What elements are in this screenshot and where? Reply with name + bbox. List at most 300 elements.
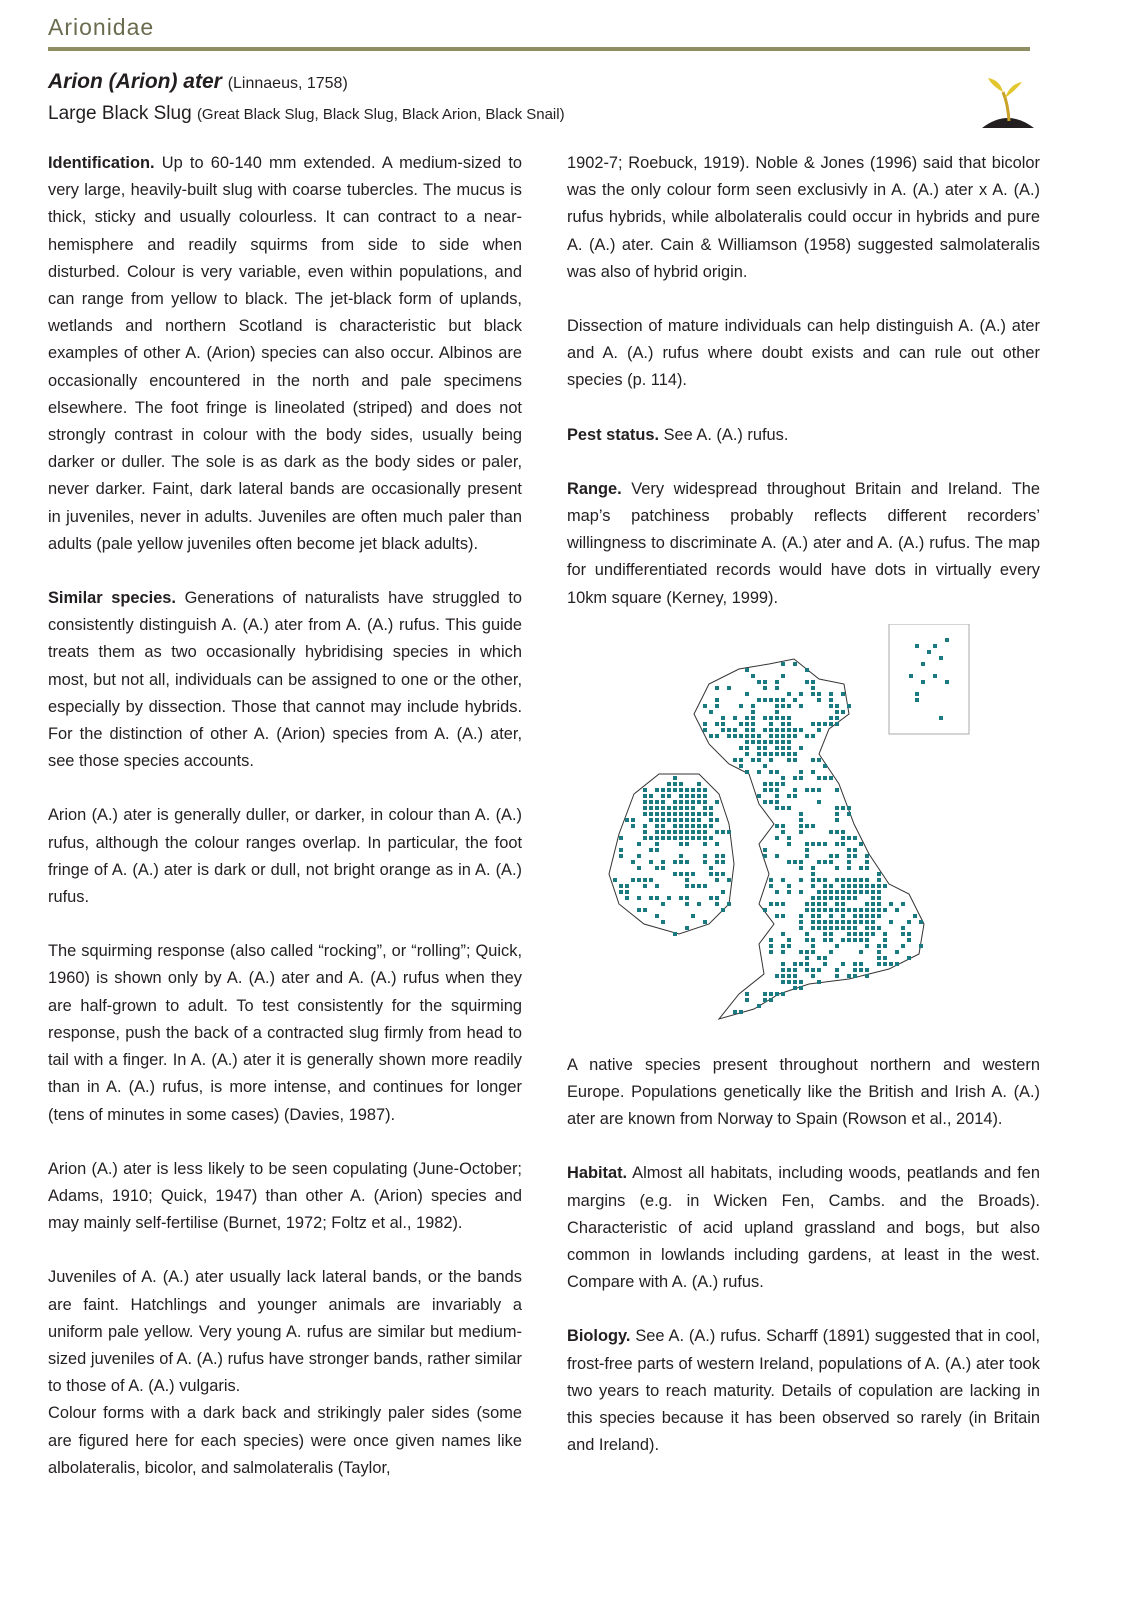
record-dot [709,824,713,828]
range-heading: Range. [567,479,622,498]
record-dot [847,848,851,852]
record-dot [745,752,749,756]
record-dot [703,788,707,792]
record-dot [901,926,905,930]
record-dot [871,902,875,906]
record-dot [787,842,791,846]
record-dot [775,770,779,774]
record-dot [661,920,665,924]
record-dot [691,818,695,822]
record-dot [919,944,923,948]
record-dot [685,884,689,888]
record-dot [697,818,701,822]
record-dot [691,794,695,798]
record-dot [877,878,881,882]
record-dot [787,728,791,732]
record-dot [781,674,785,678]
record-dot [823,842,827,846]
record-dot [805,854,809,858]
record-dot [757,794,761,798]
record-dot [853,926,857,930]
record-dot [733,758,737,762]
record-dot [799,926,803,930]
record-dot [721,830,725,834]
record-dot [871,896,875,900]
record-dot [769,752,773,756]
record-dot [871,932,875,936]
record-dot [763,752,767,756]
record-dot [769,740,773,744]
record-dot [679,860,683,864]
record-dot [757,734,761,738]
record-dot [715,830,719,834]
record-dot [877,944,881,948]
record-dot [787,722,791,726]
record-dot [853,938,857,942]
record-dot [781,914,785,918]
record-dot [823,722,827,726]
record-dot [703,728,707,732]
record-dot [793,758,797,762]
record-dot [841,926,845,930]
record-dot [757,746,761,750]
record-dot [859,866,863,870]
record-dot [769,770,773,774]
record-dot [721,890,725,894]
record-dot [847,866,851,870]
record-dot [859,842,863,846]
record-dot [853,968,857,972]
common-name: Large Black Slug [48,103,192,124]
record-dot [823,764,827,768]
record-dot [927,650,931,654]
record-dot [811,680,815,684]
record-dot [673,788,677,792]
record-dot [945,638,949,642]
record-dot [805,734,809,738]
record-dot [643,788,647,792]
record-dot [829,698,833,702]
record-dot [865,902,869,906]
record-dot [883,932,887,936]
record-dot [853,848,857,852]
record-dot [805,938,809,942]
record-dot [655,830,659,834]
record-dot [811,884,815,888]
record-dot [781,776,785,780]
record-dot [655,884,659,888]
record-dot [847,920,851,924]
habitat-section [567,1160,1040,1296]
record-dot [805,902,809,906]
common-name-line [48,103,565,125]
record-dot [793,980,797,984]
record-dot [781,806,785,810]
record-dot [811,878,815,882]
record-dot [817,698,821,702]
record-dot [787,692,791,696]
record-dot [817,788,821,792]
pest-status-text: See A. (A.) rufus. [659,425,789,444]
record-dot [685,842,689,846]
identification-section [48,150,522,558]
record-dot [829,938,833,942]
record-dot [667,830,671,834]
record-dot [703,854,707,858]
record-dot [685,794,689,798]
record-dot [775,782,779,786]
record-dot [679,896,683,900]
record-dot [691,800,695,804]
record-dot [787,884,791,888]
record-dot [859,932,863,936]
record-dot [775,686,779,690]
record-dot [697,794,701,798]
record-dot [883,944,887,948]
record-dot [751,734,755,738]
record-dot [781,734,785,738]
record-dot [865,932,869,936]
record-dot [739,746,743,750]
right-column [567,150,1040,1486]
record-dot [781,932,785,936]
native-range-paragraph: A native species present throughout northern and western Europe. Populations genetically like the British and Irish A. (A.) ater are known from Norway to Spain (Rowson et al., 2014). [567,1055,1040,1129]
record-dot [919,920,923,924]
record-dot [823,920,827,924]
record-dot [799,962,803,966]
record-dot [775,806,779,810]
record-dot [829,692,833,696]
record-dot [685,860,689,864]
record-dot [811,908,815,912]
record-dot [841,878,845,882]
record-dot [739,722,743,726]
record-dot [697,884,701,888]
record-dot [769,758,773,762]
record-dot [721,716,725,720]
record-dot [793,752,797,756]
record-dot [697,836,701,840]
record-dot [763,788,767,792]
record-dot [853,884,857,888]
record-dot [745,734,749,738]
record-dot [859,884,863,888]
record-dot [709,710,713,714]
record-dot [841,920,845,924]
record-dot [775,890,779,894]
record-dot [643,800,647,804]
record-dot [679,824,683,828]
record-dot [661,860,665,864]
record-dot [715,902,719,906]
record-dot [643,812,647,816]
record-dot [817,878,821,882]
record-dot [655,812,659,816]
record-dot [775,914,779,918]
record-dot [781,728,785,732]
record-dot [787,734,791,738]
record-dot [811,902,815,906]
record-dot [835,878,839,882]
record-dot [823,926,827,930]
record-dot [853,932,857,936]
record-dot [655,824,659,828]
record-dot [763,908,767,912]
record-dot [823,932,827,936]
record-dot [673,776,677,780]
shetland-inset [889,624,969,734]
record-dot [793,860,797,864]
record-dot [673,932,677,936]
record-dot [829,950,833,954]
record-dot [763,680,767,684]
record-dot [877,884,881,888]
record-dot [625,884,629,888]
record-dot [871,926,875,930]
record-dot [775,788,779,792]
record-dot [727,902,731,906]
record-dot [847,836,851,840]
record-dot [631,878,635,882]
record-dot [805,932,809,936]
record-dot [907,920,911,924]
record-dot [733,734,737,738]
record-dot [703,722,707,726]
record-dot [691,914,695,918]
record-dot [619,848,623,852]
record-dot [811,872,815,876]
record-dot [841,710,845,714]
record-dot [841,962,845,966]
record-dot [745,692,749,696]
range-text: Very widespread throughout Britain and Ireland. The map’s patchiness probably reflects different recorders’ willingness to discriminate A. (A.) ater and A. (A.) rufus. The map for undifferentiated records would have dots in virtually every 10km square (Kerney, 1999). [567,479,1040,607]
record-dot [817,914,821,918]
record-dot [829,854,833,858]
left-column [48,150,522,1509]
record-dot [763,764,767,768]
record-dot [745,998,749,1002]
record-dot [853,836,857,840]
record-dot [769,944,773,948]
record-dot [811,974,815,978]
record-dot [793,974,797,978]
record-dot [757,758,761,762]
record-dot [811,938,815,942]
record-dot [805,824,809,828]
record-dot [667,836,671,840]
record-dot [805,908,809,912]
record-dot [799,830,803,834]
record-dot [775,740,779,744]
record-dot [679,854,683,858]
record-dot [877,902,881,906]
record-dot [787,758,791,762]
record-dot [817,980,821,984]
record-dot [841,914,845,918]
record-dot [673,872,677,876]
record-dot [799,986,803,990]
record-dot [877,872,881,876]
record-dot [817,860,821,864]
record-dot [715,896,719,900]
record-dot [817,896,821,900]
record-dot [715,854,719,858]
record-dot [763,848,767,852]
record-dot [655,806,659,810]
record-dot [697,830,701,834]
record-dot [679,812,683,816]
record-dot [661,812,665,816]
colour-forms-paragraph: Colour forms with a dark back and strikingly paler sides (some are figured here for each species) were once given names like albolateralis, bicolor, and salmolateralis (Taylor, [48,1404,522,1477]
record-dot [933,674,937,678]
record-dot [769,998,773,1002]
record-dot [649,812,653,816]
record-dot [847,854,851,858]
scientific-name: Arion (Arion) ater [48,70,222,93]
record-dot [865,860,869,864]
identification-text: Up to 60-140 mm extended. A medium-sized to very large, heavily-built slug with coarse tubercles. The mucus is thick, sticky and usually colourless. It can contract to a near-hemisphere and readily squirms from side to side when disturbed. Colour is very variable, even within populations, and can range from yellow to black. The jet-black form of uplands, wetlands and northern Scotland is characteristic but black examples of other A. (Arion) species can also occur. Albinos are occasionally encountered in the north and pale specimens elsewhere. The foot fringe is lineolated (striped) and does not strongly contrast in colour with the body sides, usually being darker or duller. The sole is as dark as the body sides or paler, never darker. Faint, dark lateral bands are occasionally present in juveniles, never in adults. Juveniles are often much paler than adults (pale yellow juveniles often become jet black adults). [48,154,522,553]
record-dot [805,668,809,672]
record-dot [667,896,671,900]
record-dot [811,896,815,900]
record-dot [649,860,653,864]
record-dot [835,704,839,708]
record-dot [787,944,791,948]
record-dot [901,944,905,948]
record-dot [841,890,845,894]
record-dot [643,884,647,888]
record-dot [781,824,785,828]
record-dot [721,872,725,876]
record-dot [757,770,761,774]
distribution-map [589,624,999,1044]
record-dot [829,890,833,894]
record-dot [763,746,767,750]
record-dot [859,914,863,918]
record-dot [841,902,845,906]
record-dot [793,788,797,792]
record-dot [817,776,821,780]
record-dot [679,818,683,822]
record-dot [661,830,665,834]
record-dot [805,962,809,966]
record-dot [709,872,713,876]
record-dot [847,878,851,882]
record-dot [751,740,755,744]
record-dot [781,974,785,978]
record-dot [769,800,773,804]
record-dot [715,734,719,738]
record-dot [811,920,815,924]
record-dot [781,950,785,954]
record-dot [769,992,773,996]
record-dot [859,920,863,924]
record-dot [775,974,779,978]
record-dot [757,698,761,702]
record-dot [709,836,713,840]
record-dot [859,962,863,966]
record-dot [775,836,779,840]
record-dot [727,686,731,690]
record-dot [787,746,791,750]
record-dot [763,698,767,702]
record-dot [763,782,767,786]
record-dot [643,806,647,810]
record-dot [739,758,743,762]
record-dot [877,908,881,912]
record-dot [909,674,913,678]
record-dot [793,662,797,666]
record-dot [745,716,749,720]
record-dot [883,962,887,966]
record-dot [769,884,773,888]
distribution-map-svg [589,624,999,1044]
record-dot [769,950,773,954]
record-dot [673,806,677,810]
record-dot [847,806,851,810]
record-dot [781,782,785,786]
record-dot [835,854,839,858]
record-dot [745,722,749,726]
record-dot [715,704,719,708]
record-dot [835,812,839,816]
record-dot [643,830,647,834]
record-dot [697,788,701,792]
record-dot [829,896,833,900]
record-dot [841,692,845,696]
record-dot [811,824,815,828]
record-dot [865,926,869,930]
record-dot [811,914,815,918]
record-dot [823,878,827,882]
record-dot [853,908,857,912]
record-dot [655,866,659,870]
record-dot [775,728,779,732]
record-dot [787,974,791,978]
record-dot [631,824,635,828]
record-dot [853,962,857,966]
copulation-paragraph: Arion (A.) ater is less likely to be seen copulating (June-October; Adams, 1910; Quick, 1947) than other A. (Arion) species and may mainly self-fertilise (Burnet, 1972; Foltz et al., 1982). [48,1159,522,1233]
record-dot [775,794,779,798]
record-dot [895,950,899,954]
record-dot [679,794,683,798]
record-dot [769,722,773,726]
record-dot [787,716,791,720]
record-dot [775,704,779,708]
record-dot [817,908,821,912]
record-dot [637,896,641,900]
record-dot [703,842,707,846]
record-dot [799,728,803,732]
record-dot [775,854,779,858]
record-dot [655,788,659,792]
record-dot [745,746,749,750]
similar-species-text: Generations of naturalists have struggled to consistently distinguish A. (A.) ater from A. (A.) rufus. This guide treats them as two occasionally hybridising species in which most, but not all, individuals can be assigned to one or the other, especially by dissection. Those that cannot may include hybrids. For the distinction of other A. (Arion) species from A. (A.) ater, see those species accounts. [48,589,522,771]
record-dot [733,728,737,732]
record-dot [835,716,839,720]
record-dot [781,944,785,948]
record-dot [829,884,833,888]
record-dot [703,794,707,798]
record-dot [691,884,695,888]
record-dot [697,800,701,804]
record-dot [661,794,665,798]
record-dot [823,962,827,966]
record-dot [739,734,743,738]
record-dot [817,968,821,972]
dissection-paragraph: Dissection of mature individuals can help distinguish A. (A.) ater and A. (A.) rufus where doubt exists and can rule out other species (p. 114). [567,317,1040,390]
record-dot [781,662,785,666]
